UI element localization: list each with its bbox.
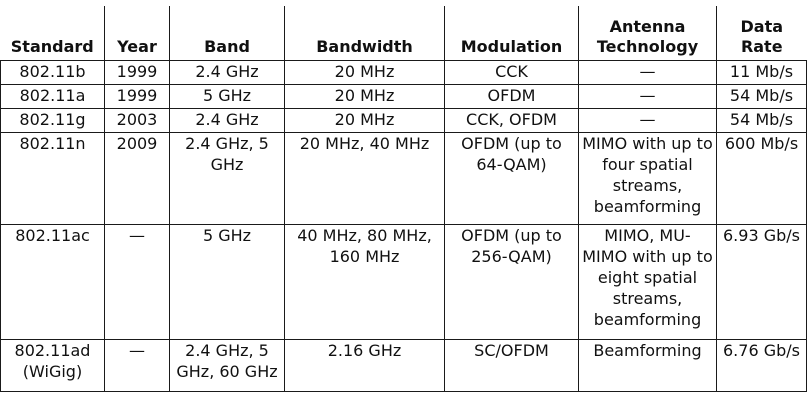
table-row bbox=[1, 108, 807, 132]
cell-standard: 802.11g bbox=[1, 108, 105, 132]
header-data-rate: Data Rate bbox=[717, 6, 807, 60]
header-band: Band bbox=[170, 6, 285, 60]
cell-band: 5 GHz bbox=[170, 224, 285, 339]
wifi-standards-table bbox=[0, 6, 807, 392]
cell-band: 2.4 GHz, 5 GHz bbox=[170, 132, 285, 224]
cell-standard: 802.11ac bbox=[1, 224, 105, 339]
cell-antenna: MIMO, MU-MIMO with up to eight spatial streams, beamforming bbox=[579, 224, 717, 339]
header-year: Year bbox=[105, 6, 170, 60]
cell-data-rate: 6.93 Gb/s bbox=[717, 224, 807, 339]
cell-bandwidth: 20 MHz bbox=[285, 60, 445, 84]
cell-antenna: MIMO with up to four spatial streams, beamforming bbox=[579, 132, 717, 224]
cell-standard: 802.11n bbox=[1, 132, 105, 224]
cell-data-rate: 54 Mb/s bbox=[717, 108, 807, 132]
header-modulation: Modulation bbox=[445, 6, 579, 60]
cell-data-rate: 11 Mb/s bbox=[717, 60, 807, 84]
cell-modulation: OFDM (up to 256-QAM) bbox=[445, 224, 579, 339]
cell-standard: 802.11a bbox=[1, 84, 105, 108]
cell-year: 1999 bbox=[105, 60, 170, 84]
cell-data-rate: 600 Mb/s bbox=[717, 132, 807, 224]
cell-standard: 802.11ad (WiGig) bbox=[1, 339, 105, 391]
cell-band: 2.4 GHz, 5 GHz, 60 GHz bbox=[170, 339, 285, 391]
cell-modulation: CCK bbox=[445, 60, 579, 84]
cell-modulation: SC/OFDM bbox=[445, 339, 579, 391]
cell-bandwidth: 40 MHz, 80 MHz, 160 MHz bbox=[285, 224, 445, 339]
cell-antenna: Beamforming bbox=[579, 339, 717, 391]
cell-antenna: — bbox=[579, 108, 717, 132]
cell-bandwidth: 20 MHz bbox=[285, 84, 445, 108]
table-row bbox=[1, 60, 807, 84]
cell-data-rate: 54 Mb/s bbox=[717, 84, 807, 108]
cell-antenna: — bbox=[579, 60, 717, 84]
cell-modulation: OFDM (up to 64-QAM) bbox=[445, 132, 579, 224]
cell-bandwidth: 2.16 GHz bbox=[285, 339, 445, 391]
header-bandwidth: Bandwidth bbox=[285, 6, 445, 60]
cell-year: 2003 bbox=[105, 108, 170, 132]
header-standard: Standard bbox=[1, 6, 105, 60]
table-row bbox=[1, 84, 807, 108]
cell-band: 5 GHz bbox=[170, 84, 285, 108]
table-row bbox=[1, 224, 807, 339]
cell-bandwidth: 20 MHz bbox=[285, 108, 445, 132]
cell-data-rate: 6.76 Gb/s bbox=[717, 339, 807, 391]
cell-year: — bbox=[105, 339, 170, 391]
cell-bandwidth: 20 MHz, 40 MHz bbox=[285, 132, 445, 224]
cell-year: 1999 bbox=[105, 84, 170, 108]
header-antenna-technology: Antenna Technology bbox=[579, 6, 717, 60]
table-row bbox=[1, 132, 807, 224]
cell-modulation: OFDM bbox=[445, 84, 579, 108]
cell-antenna: — bbox=[579, 84, 717, 108]
cell-band: 2.4 GHz bbox=[170, 60, 285, 84]
cell-standard: 802.11b bbox=[1, 60, 105, 84]
cell-modulation: CCK, OFDM bbox=[445, 108, 579, 132]
table-header-row bbox=[1, 6, 807, 60]
cell-year: 2009 bbox=[105, 132, 170, 224]
cell-band: 2.4 GHz bbox=[170, 108, 285, 132]
table-row bbox=[1, 339, 807, 391]
cell-year: — bbox=[105, 224, 170, 339]
